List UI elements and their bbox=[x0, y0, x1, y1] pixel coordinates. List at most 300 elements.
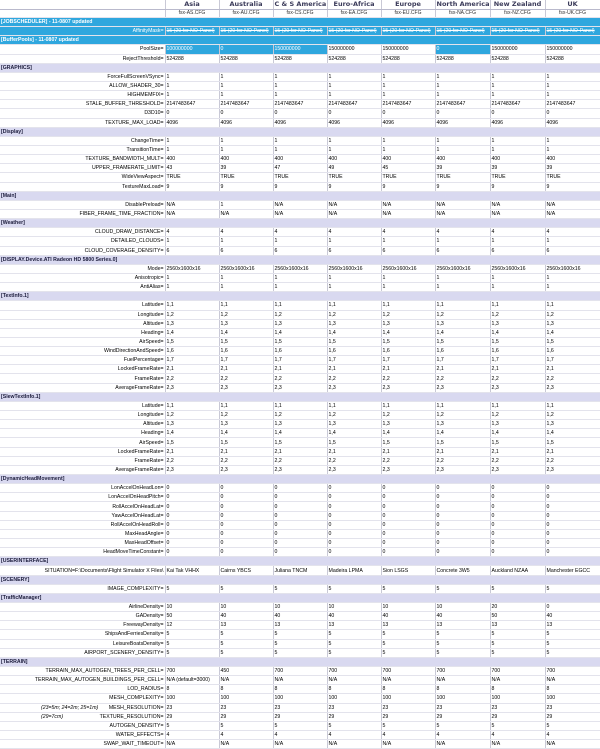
setting-value-cell[interactable]: 5 bbox=[490, 639, 545, 648]
setting-value-cell[interactable]: 9 bbox=[435, 182, 490, 191]
setting-value-cell[interactable]: 2,2 bbox=[435, 374, 490, 383]
setting-value-cell[interactable]: 0 bbox=[545, 548, 600, 557]
setting-label[interactable]: FreewayDensity= bbox=[0, 621, 165, 630]
setting-value-cell[interactable]: 4096 bbox=[219, 118, 273, 127]
setting-value-cell[interactable]: 23 bbox=[435, 703, 490, 712]
setting-value-cell[interactable]: 1,5 bbox=[273, 438, 327, 447]
setting-label[interactable]: PoolSize= bbox=[0, 45, 165, 54]
setting-value-cell[interactable]: 0 bbox=[381, 539, 435, 548]
setting-value-cell[interactable]: N/A bbox=[435, 676, 490, 685]
setting-label[interactable]: AffinityMask= bbox=[0, 27, 165, 36]
setting-value-cell[interactable]: 1,1 bbox=[165, 301, 219, 310]
setting-value-cell[interactable]: 4096 bbox=[327, 118, 381, 127]
setting-value-cell[interactable]: 4 bbox=[327, 730, 381, 739]
setting-value-cell[interactable]: 1,1 bbox=[435, 401, 490, 410]
setting-value-cell[interactable]: 40 bbox=[435, 612, 490, 621]
highlight-section-header[interactable]: [BufferPools] - 11-0807 updated bbox=[0, 36, 600, 45]
setting-value-cell[interactable]: 50 bbox=[490, 612, 545, 621]
setting-value-cell[interactable]: 1,4 bbox=[490, 429, 545, 438]
setting-value-cell[interactable]: 5 bbox=[165, 648, 219, 657]
setting-value-cell[interactable]: 9 bbox=[165, 182, 219, 191]
setting-value-cell[interactable]: 4096 bbox=[381, 118, 435, 127]
setting-value-cell[interactable]: 0 bbox=[490, 539, 545, 548]
setting-value-cell[interactable]: 0 bbox=[490, 493, 545, 502]
setting-value-cell[interactable]: TRUE bbox=[545, 173, 600, 182]
setting-value-cell[interactable]: N/A bbox=[327, 209, 381, 218]
setting-value-cell[interactable]: 5 bbox=[165, 630, 219, 639]
setting-value-cell[interactable]: Auckland NZAA bbox=[490, 566, 545, 575]
setting-value-cell[interactable]: 1 bbox=[273, 136, 327, 145]
setting-value-cell[interactable]: 40 bbox=[545, 612, 600, 621]
setting-value-cell[interactable]: 700 bbox=[327, 666, 381, 675]
setting-value-cell[interactable]: 1 bbox=[219, 91, 273, 100]
setting-value-cell[interactable]: 0 bbox=[381, 511, 435, 520]
setting-value-cell[interactable]: 1,4 bbox=[435, 328, 490, 337]
setting-value-cell[interactable]: 0 bbox=[435, 45, 490, 54]
setting-value-cell[interactable]: 1,5 bbox=[219, 438, 273, 447]
setting-label[interactable]: TERRAIN_MAX_AUTOGEN_TREES_PER_CELL= bbox=[0, 666, 165, 675]
setting-value-cell[interactable]: 15 (20 for NO-Panel) bbox=[219, 27, 273, 36]
setting-value-cell[interactable]: 1,6 bbox=[381, 347, 435, 356]
setting-value-cell[interactable]: 1 bbox=[273, 145, 327, 154]
setting-value-cell[interactable]: Madeira LPMA bbox=[327, 566, 381, 575]
setting-label[interactable]: AntiAlias= bbox=[0, 283, 165, 292]
setting-value-cell[interactable]: 5 bbox=[435, 630, 490, 639]
setting-label[interactable]: SWAP_WAIT_TIMEOUT= bbox=[0, 740, 165, 749]
column-header[interactable]: Euro-Africa bbox=[327, 0, 381, 10]
setting-value-cell[interactable]: 1 bbox=[165, 81, 219, 90]
setting-value-cell[interactable]: 524288 bbox=[165, 54, 219, 63]
setting-value-cell[interactable]: 0 bbox=[545, 520, 600, 529]
setting-label[interactable]: D3D10= bbox=[0, 109, 165, 118]
setting-value-cell[interactable]: 1,2 bbox=[381, 411, 435, 420]
setting-value-cell[interactable]: 100 bbox=[219, 694, 273, 703]
setting-value-cell[interactable]: 1 bbox=[273, 72, 327, 81]
setting-value-cell[interactable]: 2,3 bbox=[165, 465, 219, 474]
setting-value-cell[interactable]: 2,2 bbox=[490, 456, 545, 465]
setting-value-cell[interactable]: 1,5 bbox=[165, 438, 219, 447]
setting-value-cell[interactable]: 0 bbox=[381, 520, 435, 529]
setting-value-cell[interactable]: 2,3 bbox=[327, 465, 381, 474]
setting-value-cell[interactable]: 1 bbox=[327, 136, 381, 145]
setting-value-cell[interactable]: 1,4 bbox=[490, 328, 545, 337]
setting-value-cell[interactable]: 1,5 bbox=[490, 337, 545, 346]
setting-value-cell[interactable]: 4096 bbox=[273, 118, 327, 127]
setting-value-cell[interactable]: 1,1 bbox=[327, 401, 381, 410]
setting-value-cell[interactable]: 4 bbox=[273, 730, 327, 739]
setting-value-cell[interactable]: 1 bbox=[545, 283, 600, 292]
setting-value-cell[interactable]: 0 bbox=[435, 109, 490, 118]
setting-value-cell[interactable]: 2560x1600x16 bbox=[381, 264, 435, 273]
setting-value-cell[interactable]: N/A bbox=[219, 740, 273, 749]
setting-value-cell[interactable]: N/A bbox=[165, 200, 219, 209]
setting-value-cell[interactable]: 5 bbox=[435, 639, 490, 648]
setting-value-cell[interactable]: N/A bbox=[165, 209, 219, 218]
setting-value-cell[interactable]: 5 bbox=[545, 721, 600, 730]
setting-label[interactable]: CLOUD_COVERAGE_DENSITY= bbox=[0, 246, 165, 255]
setting-value-cell[interactable]: 0 bbox=[219, 548, 273, 557]
setting-value-cell[interactable]: 0 bbox=[490, 511, 545, 520]
setting-value-cell[interactable]: 4096 bbox=[435, 118, 490, 127]
setting-value-cell[interactable]: 2,1 bbox=[327, 447, 381, 456]
setting-value-cell[interactable]: N/A bbox=[273, 740, 327, 749]
setting-value-cell[interactable]: 1,3 bbox=[545, 420, 600, 429]
setting-value-cell[interactable]: 10 bbox=[435, 603, 490, 612]
setting-value-cell[interactable]: 6 bbox=[381, 246, 435, 255]
setting-label[interactable]: DETAILED_CLOUDS= bbox=[0, 237, 165, 246]
setting-value-cell[interactable]: 700 bbox=[273, 666, 327, 675]
setting-value-cell[interactable]: 1,7 bbox=[435, 356, 490, 365]
setting-value-cell[interactable]: 1,1 bbox=[327, 301, 381, 310]
setting-value-cell[interactable]: 4 bbox=[165, 228, 219, 237]
setting-value-cell[interactable]: 0 bbox=[545, 109, 600, 118]
setting-label[interactable]: TERRAIN_MAX_AUTOGEN_BUILDINGS_PER_CELL= bbox=[0, 676, 165, 685]
setting-value-cell[interactable]: 700 bbox=[165, 666, 219, 675]
setting-value-cell[interactable]: 0 bbox=[165, 502, 219, 511]
setting-value-cell[interactable]: 4 bbox=[327, 228, 381, 237]
setting-label[interactable]: FIBER_FRAME_TIME_FRACTION= bbox=[0, 209, 165, 218]
setting-value-cell[interactable]: 2560x1600x16 bbox=[490, 264, 545, 273]
setting-value-cell[interactable]: 47 bbox=[273, 164, 327, 173]
setting-value-cell[interactable]: 1,4 bbox=[545, 328, 600, 337]
setting-value-cell[interactable]: 1,4 bbox=[219, 429, 273, 438]
setting-value-cell[interactable]: 0 bbox=[435, 511, 490, 520]
setting-value-cell[interactable]: 1 bbox=[327, 145, 381, 154]
setting-value-cell[interactable]: 100000000 bbox=[165, 45, 219, 54]
setting-value-cell[interactable]: 100 bbox=[545, 694, 600, 703]
setting-value-cell[interactable]: 23 bbox=[490, 703, 545, 712]
setting-value-cell[interactable]: 1,5 bbox=[545, 337, 600, 346]
setting-value-cell[interactable]: 0 bbox=[381, 109, 435, 118]
setting-value-cell[interactable]: N/A bbox=[545, 200, 600, 209]
setting-value-cell[interactable]: 8 bbox=[219, 685, 273, 694]
setting-value-cell[interactable]: 40 bbox=[273, 612, 327, 621]
setting-value-cell[interactable]: 2,2 bbox=[381, 456, 435, 465]
setting-label[interactable]: AirlineDensity= bbox=[0, 603, 165, 612]
setting-value-cell[interactable]: 0 bbox=[219, 529, 273, 538]
setting-label[interactable]: Anisotropic= bbox=[0, 273, 165, 282]
setting-value-cell[interactable]: 29 bbox=[273, 712, 327, 721]
setting-value-cell[interactable]: 1,4 bbox=[327, 328, 381, 337]
setting-value-cell[interactable]: 1 bbox=[219, 81, 273, 90]
setting-value-cell[interactable]: 1,3 bbox=[219, 420, 273, 429]
setting-value-cell[interactable]: 5 bbox=[273, 630, 327, 639]
setting-value-cell[interactable]: 1,2 bbox=[165, 310, 219, 319]
setting-value-cell[interactable]: 0 bbox=[165, 109, 219, 118]
setting-value-cell[interactable]: 0 bbox=[219, 502, 273, 511]
setting-value-cell[interactable]: 1,5 bbox=[435, 337, 490, 346]
setting-value-cell[interactable]: 0 bbox=[490, 529, 545, 538]
setting-value-cell[interactable]: 1,6 bbox=[435, 347, 490, 356]
setting-value-cell[interactable]: 100 bbox=[435, 694, 490, 703]
setting-label[interactable]: AverageFrameRate= bbox=[0, 383, 165, 392]
setting-label[interactable]: WATER_EFFECTS= bbox=[0, 730, 165, 739]
setting-value-cell[interactable]: 9 bbox=[545, 182, 600, 191]
setting-value-cell[interactable]: 2,3 bbox=[490, 465, 545, 474]
setting-value-cell[interactable]: 1 bbox=[219, 283, 273, 292]
setting-value-cell[interactable]: TRUE bbox=[435, 173, 490, 182]
setting-value-cell[interactable]: 150000000 bbox=[490, 45, 545, 54]
setting-value-cell[interactable]: 0 bbox=[327, 484, 381, 493]
cfg-file-name[interactable]: fsx-CS.CFG bbox=[273, 10, 327, 18]
setting-value-cell[interactable]: 2,2 bbox=[435, 456, 490, 465]
setting-value-cell[interactable]: 0 bbox=[490, 502, 545, 511]
column-header[interactable]: North America bbox=[436, 0, 490, 8]
setting-value-cell[interactable]: 29 bbox=[219, 712, 273, 721]
setting-value-cell[interactable]: 1 bbox=[435, 145, 490, 154]
setting-value-cell[interactable]: 0 bbox=[435, 520, 490, 529]
setting-value-cell[interactable]: 1 bbox=[165, 273, 219, 282]
setting-value-cell[interactable]: 1,1 bbox=[545, 401, 600, 410]
setting-value-cell[interactable]: 1 bbox=[545, 145, 600, 154]
setting-value-cell[interactable]: N/A bbox=[435, 740, 490, 749]
setting-value-cell[interactable]: 1 bbox=[490, 136, 545, 145]
setting-value-cell[interactable]: 20 bbox=[490, 603, 545, 612]
setting-value-cell[interactable]: 1 bbox=[273, 81, 327, 90]
setting-value-cell[interactable]: 23 bbox=[327, 703, 381, 712]
setting-value-cell[interactable]: 1 bbox=[435, 91, 490, 100]
setting-value-cell[interactable]: 1 bbox=[219, 145, 273, 154]
setting-label[interactable]: LOD_RADIUS= bbox=[0, 685, 165, 694]
setting-value-cell[interactable]: TRUE bbox=[219, 173, 273, 182]
setting-value-cell[interactable]: 2147483647 bbox=[381, 100, 435, 109]
setting-value-cell[interactable]: 4 bbox=[381, 730, 435, 739]
setting-value-cell[interactable]: 1,2 bbox=[327, 411, 381, 420]
section-header[interactable]: [GRAPHICS] bbox=[0, 63, 600, 72]
setting-value-cell[interactable]: 1,4 bbox=[273, 328, 327, 337]
setting-value-cell[interactable]: N/A bbox=[545, 676, 600, 685]
setting-value-cell[interactable]: 10 bbox=[327, 603, 381, 612]
setting-label[interactable]: LeisureBoatsDensity= bbox=[0, 639, 165, 648]
setting-value-cell[interactable]: 400 bbox=[435, 155, 490, 164]
section-header[interactable]: [Display] bbox=[0, 127, 600, 136]
setting-label[interactable]: Longitude= bbox=[0, 310, 165, 319]
setting-value-cell[interactable]: 1,6 bbox=[165, 347, 219, 356]
setting-value-cell[interactable]: 0 bbox=[435, 484, 490, 493]
setting-value-cell[interactable]: 524288 bbox=[545, 54, 600, 63]
setting-value-cell[interactable]: 2,1 bbox=[165, 447, 219, 456]
setting-label[interactable]: Heading= bbox=[0, 429, 165, 438]
setting-label[interactable]: Latitude= bbox=[0, 401, 165, 410]
setting-value-cell[interactable]: 15 (20 for NO-Panel) bbox=[273, 27, 327, 36]
setting-value-cell[interactable]: 1,6 bbox=[490, 347, 545, 356]
cfg-file-name[interactable]: fsx-NZ.CFG bbox=[490, 10, 545, 18]
setting-value-cell[interactable]: N/A bbox=[490, 740, 545, 749]
setting-value-cell[interactable]: 4 bbox=[435, 228, 490, 237]
setting-value-cell[interactable]: 5 bbox=[381, 639, 435, 648]
setting-value-cell[interactable]: 15 (20 for NO-Panel) bbox=[381, 27, 435, 36]
setting-value-cell[interactable]: 5 bbox=[490, 721, 545, 730]
setting-value-cell[interactable]: 8 bbox=[545, 685, 600, 694]
setting-value-cell[interactable]: N/A bbox=[545, 209, 600, 218]
setting-value-cell[interactable]: 0 bbox=[545, 493, 600, 502]
setting-value-cell[interactable]: 1 bbox=[435, 283, 490, 292]
setting-value-cell[interactable]: 1,5 bbox=[165, 337, 219, 346]
setting-value-cell[interactable]: 4096 bbox=[545, 118, 600, 127]
setting-value-cell[interactable]: N/A bbox=[490, 676, 545, 685]
setting-value-cell[interactable]: Cairns YBCS bbox=[219, 566, 273, 575]
setting-value-cell[interactable]: 2,2 bbox=[273, 374, 327, 383]
setting-value-cell[interactable]: 12 bbox=[165, 621, 219, 630]
setting-value-cell[interactable]: 1 bbox=[435, 237, 490, 246]
setting-value-cell[interactable]: 1,4 bbox=[273, 429, 327, 438]
setting-value-cell[interactable]: 0 bbox=[327, 511, 381, 520]
setting-value-cell[interactable]: 1,3 bbox=[545, 319, 600, 328]
setting-value-cell[interactable]: 1,3 bbox=[273, 319, 327, 328]
setting-value-cell[interactable]: 5 bbox=[490, 630, 545, 639]
setting-value-cell[interactable]: 1,2 bbox=[545, 310, 600, 319]
setting-value-cell[interactable]: 0 bbox=[165, 511, 219, 520]
setting-value-cell[interactable]: 9 bbox=[219, 182, 273, 191]
setting-label[interactable]: UPPER_FRAMERATE_LIMIT= bbox=[0, 164, 165, 173]
setting-value-cell[interactable]: 23 bbox=[273, 703, 327, 712]
setting-value-cell[interactable]: 2147483647 bbox=[219, 100, 273, 109]
setting-value-cell[interactable]: 1,4 bbox=[165, 429, 219, 438]
setting-label[interactable]: TEXTURE_MAX_LOAD= bbox=[0, 118, 165, 127]
setting-value-cell[interactable]: 0 bbox=[219, 484, 273, 493]
setting-value-cell[interactable]: 2560x1600x16 bbox=[327, 264, 381, 273]
setting-value-cell[interactable]: 0 bbox=[327, 109, 381, 118]
setting-value-cell[interactable]: 0 bbox=[327, 539, 381, 548]
setting-value-cell[interactable]: 2147483647 bbox=[273, 100, 327, 109]
setting-value-cell[interactable]: 0 bbox=[435, 529, 490, 538]
setting-value-cell[interactable]: 1 bbox=[545, 237, 600, 246]
setting-value-cell[interactable]: 2,3 bbox=[273, 383, 327, 392]
setting-value-cell[interactable]: 0 bbox=[381, 484, 435, 493]
section-header[interactable]: [TERRAIN] bbox=[0, 657, 600, 666]
setting-label[interactable]: RejectThreshold= bbox=[0, 54, 165, 63]
setting-value-cell[interactable]: N/A bbox=[545, 740, 600, 749]
setting-value-cell[interactable]: 1 bbox=[490, 91, 545, 100]
setting-value-cell[interactable]: 29 bbox=[435, 712, 490, 721]
setting-value-cell[interactable]: 1,5 bbox=[273, 337, 327, 346]
setting-value-cell[interactable]: 2,3 bbox=[435, 465, 490, 474]
setting-value-cell[interactable]: 6 bbox=[327, 246, 381, 255]
setting-value-cell[interactable]: 4 bbox=[219, 730, 273, 739]
setting-value-cell[interactable]: 0 bbox=[327, 502, 381, 511]
setting-value-cell[interactable]: 0 bbox=[327, 529, 381, 538]
setting-value-cell[interactable]: 1,1 bbox=[435, 301, 490, 310]
setting-value-cell[interactable]: 5 bbox=[545, 648, 600, 657]
setting-value-cell[interactable]: 1 bbox=[273, 273, 327, 282]
setting-value-cell[interactable]: 1,3 bbox=[219, 319, 273, 328]
setting-value-cell[interactable]: 700 bbox=[381, 666, 435, 675]
setting-value-cell[interactable]: 0 bbox=[435, 548, 490, 557]
setting-value-cell[interactable]: 2,1 bbox=[219, 365, 273, 374]
setting-value-cell[interactable]: 0 bbox=[273, 548, 327, 557]
setting-value-cell[interactable]: 2,2 bbox=[490, 374, 545, 383]
setting-value-cell[interactable]: 0 bbox=[490, 520, 545, 529]
setting-label[interactable]: TEXTURE_BANDWIDTH_MULT= bbox=[0, 155, 165, 164]
setting-value-cell[interactable]: 0 bbox=[165, 529, 219, 538]
setting-value-cell[interactable]: 100 bbox=[381, 694, 435, 703]
setting-value-cell[interactable]: N/A bbox=[381, 209, 435, 218]
setting-label[interactable]: WindDirectionAndSpeed= bbox=[0, 347, 165, 356]
setting-value-cell[interactable]: 1,5 bbox=[327, 438, 381, 447]
setting-value-cell[interactable]: 1,4 bbox=[327, 429, 381, 438]
setting-value-cell[interactable]: 5 bbox=[165, 721, 219, 730]
setting-label[interactable]: RollAccelOnHeadRoll= bbox=[0, 520, 165, 529]
setting-value-cell[interactable]: 2,1 bbox=[327, 365, 381, 374]
setting-value-cell[interactable]: 5 bbox=[490, 584, 545, 593]
setting-value-cell[interactable]: 2147483647 bbox=[490, 100, 545, 109]
setting-value-cell[interactable]: 49 bbox=[327, 164, 381, 173]
setting-label[interactable]: AirSpeed= bbox=[0, 337, 165, 346]
setting-value-cell[interactable]: 0 bbox=[545, 511, 600, 520]
setting-value-cell[interactable]: 1 bbox=[219, 200, 273, 209]
column-header[interactable]: Europe bbox=[381, 0, 435, 10]
setting-value-cell[interactable]: 1 bbox=[381, 237, 435, 246]
setting-value-cell[interactable]: 29 bbox=[545, 712, 600, 721]
setting-value-cell[interactable]: 1,4 bbox=[219, 328, 273, 337]
setting-label[interactable]: Mode= bbox=[0, 264, 165, 273]
setting-value-cell[interactable]: 0 bbox=[273, 109, 327, 118]
section-header[interactable]: [SCENERY] bbox=[0, 575, 600, 584]
section-header[interactable]: [SlewTextInfo.1] bbox=[0, 392, 600, 401]
setting-value-cell[interactable]: 4096 bbox=[165, 118, 219, 127]
setting-value-cell[interactable]: 8 bbox=[165, 685, 219, 694]
setting-value-cell[interactable]: 0 bbox=[273, 520, 327, 529]
setting-value-cell[interactable]: 1 bbox=[490, 283, 545, 292]
setting-value-cell[interactable]: 10 bbox=[219, 603, 273, 612]
setting-value-cell[interactable]: 6 bbox=[165, 246, 219, 255]
setting-label[interactable]: ShipsAndFerriesDensity= bbox=[0, 630, 165, 639]
setting-value-cell[interactable]: 2,2 bbox=[545, 374, 600, 383]
setting-value-cell[interactable]: 400 bbox=[219, 155, 273, 164]
setting-value-cell[interactable]: 1 bbox=[490, 145, 545, 154]
setting-value-cell[interactable]: 1 bbox=[490, 273, 545, 282]
setting-value-cell[interactable]: 0 bbox=[381, 502, 435, 511]
setting-value-cell[interactable]: 1,3 bbox=[490, 420, 545, 429]
setting-label[interactable]: Latitude= bbox=[0, 301, 165, 310]
setting-value-cell[interactable]: 1 bbox=[165, 136, 219, 145]
setting-label[interactable]: LonAccelOnHeadLon= bbox=[0, 484, 165, 493]
setting-value-cell[interactable]: 700 bbox=[545, 666, 600, 675]
setting-value-cell[interactable]: 40 bbox=[381, 612, 435, 621]
setting-value-cell[interactable]: 0 bbox=[435, 539, 490, 548]
setting-value-cell[interactable]: 400 bbox=[490, 155, 545, 164]
setting-value-cell[interactable]: 1,2 bbox=[545, 411, 600, 420]
setting-value-cell[interactable]: N/A bbox=[273, 200, 327, 209]
setting-value-cell[interactable]: 0 bbox=[381, 493, 435, 502]
setting-value-cell[interactable]: 1 bbox=[545, 91, 600, 100]
setting-value-cell[interactable]: 1,1 bbox=[490, 301, 545, 310]
setting-value-cell[interactable]: 1,3 bbox=[327, 319, 381, 328]
setting-value-cell[interactable]: 15 (20 for NO-Panel) bbox=[327, 27, 381, 36]
setting-label[interactable]: ChangeTime= bbox=[0, 136, 165, 145]
setting-value-cell[interactable]: 400 bbox=[327, 155, 381, 164]
setting-value-cell[interactable]: 0 bbox=[545, 539, 600, 548]
setting-value-cell[interactable]: 1 bbox=[165, 91, 219, 100]
setting-value-cell[interactable]: 1,3 bbox=[381, 420, 435, 429]
setting-value-cell[interactable]: 1,2 bbox=[165, 411, 219, 420]
setting-value-cell[interactable]: 1 bbox=[327, 81, 381, 90]
setting-value-cell[interactable]: TRUE bbox=[327, 173, 381, 182]
setting-value-cell[interactable]: 1 bbox=[381, 145, 435, 154]
setting-value-cell[interactable]: 2,3 bbox=[327, 383, 381, 392]
setting-value-cell[interactable]: 0 bbox=[381, 529, 435, 538]
setting-value-cell[interactable]: 15 (20 for NO-Panel) bbox=[165, 27, 219, 36]
setting-value-cell[interactable]: 13 bbox=[381, 621, 435, 630]
setting-label[interactable]: AverageFrameRate= bbox=[0, 465, 165, 474]
setting-value-cell[interactable]: 5 bbox=[273, 648, 327, 657]
setting-value-cell[interactable]: 0 bbox=[545, 484, 600, 493]
setting-value-cell[interactable]: 4 bbox=[545, 730, 600, 739]
setting-label[interactable]: Heading= bbox=[0, 328, 165, 337]
setting-value-cell[interactable]: 1 bbox=[545, 81, 600, 90]
setting-value-cell[interactable]: 2,2 bbox=[165, 374, 219, 383]
column-header[interactable]: Australia bbox=[219, 0, 273, 10]
